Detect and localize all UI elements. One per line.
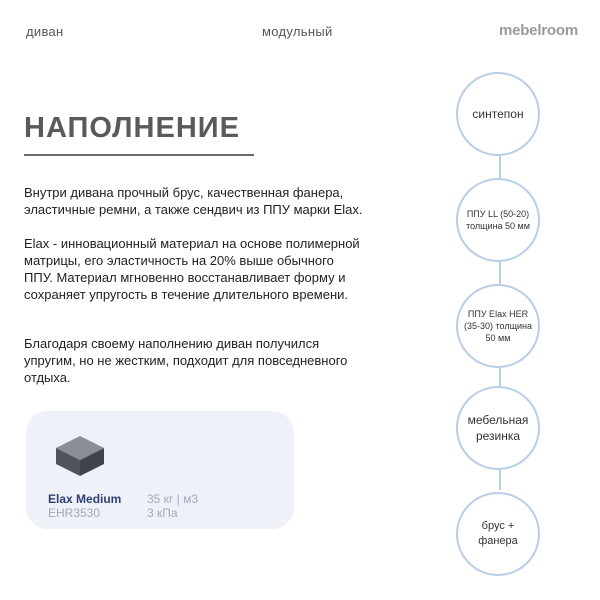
paragraph-intro: Внутри дивана прочный брус, качественная фанера, эластичные ремни, а также сендвич из ППУ марки Elax. — [24, 185, 363, 217]
brand-logo: mebelroom — [498, 22, 578, 39]
layer-circle-sinteponn — [456, 72, 540, 156]
paragraph-elax: Elax - инновационный материал на основе полимерной матрицы, его эластичность на 20% выше обычного ППУ. Материал мгновенно восстанавливает форму и сохраняет упругость в течение длительного времени. — [24, 236, 360, 302]
foam-block-icon — [52, 432, 108, 478]
page-title: НАПОЛНЕНИЕ — [24, 112, 240, 144]
layer-circle-ppu-ll — [456, 178, 540, 262]
title-underline — [24, 154, 254, 156]
header-center-label: модульный — [262, 24, 333, 39]
product-pressure: 3 кПа — [147, 506, 178, 520]
layer-circle-rezinka — [456, 386, 540, 470]
product-code: EHR3530 — [48, 506, 101, 520]
layer-label: ППУ Elax HER (35-30) толщина 50 мм — [464, 309, 533, 343]
layer-circle-brus — [456, 492, 540, 576]
product-name: Elax Medium — [48, 492, 122, 506]
layer-label: мебельная резинка — [467, 413, 529, 443]
layer-label: ППУ LL (50-20) толщина 50 мм — [466, 209, 530, 231]
paragraph-summary: Благодаря своему наполнению диван получился упругим, но не жестким, подходит для повседневного отдыха. — [24, 336, 348, 385]
product-density: 35 кг | м3 — [147, 492, 199, 506]
layer-circle-ppu-elax — [456, 284, 540, 368]
header-left-label: диван — [26, 24, 64, 39]
layer-label: брус + фанера — [478, 520, 518, 547]
layer-label: синтепон — [472, 107, 524, 121]
